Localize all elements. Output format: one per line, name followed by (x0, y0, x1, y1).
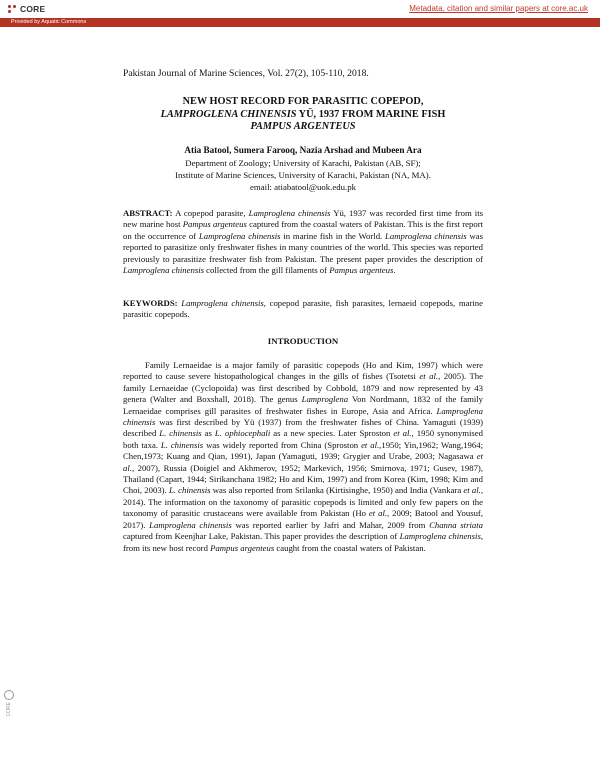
intro-text: , 1950 synonymised both taxa. (123, 428, 483, 450)
core-side-text: CORE (6, 702, 12, 717)
title-species: LAMPROGLENA CHINENSIS (160, 108, 297, 120)
core-side-watermark (4, 690, 14, 730)
species-name: Lamproglena chinensis (198, 230, 281, 241)
core-logo-text: CORE (20, 4, 46, 14)
abstract-text: captured from the coastal waters of Pakistan. This is the first report on the occurrence of (123, 219, 483, 241)
intro-text: as a new species. Later Sproston (270, 428, 394, 439)
et-al: et al. (419, 371, 439, 382)
intro-text: was widely reported from China (Sproston (203, 439, 362, 450)
abstract-text: was reported to parasitize only freshwater fishes in many countries of the world. This species was reported previously to parasitize freshwater fish from Pakistan. The present paper provides the description of (123, 230, 484, 264)
core-logo-icon (8, 5, 17, 14)
species-name: Channa striata (429, 519, 483, 530)
keywords (123, 298, 483, 321)
species-name: Lamproglena chinensis (181, 298, 264, 308)
section-heading-introduction: INTRODUCTION (267, 336, 339, 346)
title-line-1: NEW HOST RECORD FOR PARASITIC COPEPOD, (182, 96, 424, 107)
et-al: et al. (463, 485, 481, 496)
keywords-text: , copepod parasite, fish parasites, lernaeid copepods, marine parasitic copepods. (123, 298, 484, 320)
affiliation-line-1: Department of Zoology; University of Karachi, Pakistan (AB, SF); (185, 158, 421, 168)
species-name: Lamproglena chinensis (248, 208, 331, 218)
intro-text: was reported earlier by Jafri and Mahar, 2009 from (231, 519, 430, 530)
intro-text: was also reported from Srilanka (Kirtisinghe, 1950) and India (Vankara (210, 485, 464, 496)
intro-text: , from its new host record (123, 531, 483, 553)
affiliation-line-2: Institute of Marine Sciences, University of Karachi, Pakistan (NA, MA). (175, 170, 431, 180)
et-al: et al. (361, 439, 380, 450)
core-header (0, 0, 600, 18)
core-logo[interactable] (8, 3, 45, 15)
abstract (123, 208, 483, 276)
abstract-text: Yü, 1937 was recorded first time from its new marine host (123, 208, 483, 230)
species-name: L. chinensis (160, 439, 204, 450)
author-list: Atia Batool, Sumera Farooq, Nazia Arshad and Mubeen Ara (184, 145, 422, 155)
intro-text: as (201, 428, 215, 439)
intro-text: was first described by Yü (1937) from the freshwater fishes of China. Yamaguti (1939) described (123, 417, 483, 439)
genus-name: Lamproglena (301, 394, 349, 405)
intro-text: captured from Keenjhar Lake, Pakistan. This paper provides the description of (123, 531, 400, 542)
et-al: et al. (368, 508, 388, 519)
intro-text: , 2014). The information on the taxonomy of parasitic copepods is limited and only few papers on the taxonomy of parasitic crustaceans were available from Pakistan (Ho (123, 485, 483, 519)
title-line-3: PAMPUS ARGENTEUS (250, 121, 356, 133)
intro-text: Von Nordmann, 1832 of the family Lernaeidae comprises gill parasites of freshwater fishes in Europe, Asia and Africa. (123, 394, 483, 416)
abstract-text: in marine fish in the World. (280, 230, 386, 241)
species-name: Lamproglena chinensis (385, 230, 467, 241)
abstract-text: . (393, 265, 396, 276)
affiliations (123, 157, 483, 193)
species-name: Lamproglena chinensis (123, 265, 204, 276)
abstract-text: A copepod parasite, (172, 208, 249, 218)
abstract-text: collected from the gill filaments of (204, 265, 330, 276)
species-name: Lamproglena chinensis (399, 531, 481, 542)
species-name: Pampus argenteus (210, 542, 275, 553)
species-name: Lamproglena chinensis (123, 405, 483, 428)
intro-text: , 2007), Russia (Doigiel and Akhmerov, 1952; Markevich, 1956; Smirnova, 1971; Gusev, 1987), Thailand (Capart, 1944; Sirikanchana 1982; Ho and Kim, 1997) and from Korea (Kim, 1998; Kim and Choi, 2003). (123, 462, 483, 496)
provider-bar (0, 18, 600, 27)
journal-citation: Pakistan Journal of Marine Sciences, Vol. 27(2), 105-110, 2018. (123, 68, 369, 79)
keywords-label: KEYWORDS: (123, 298, 178, 308)
species-name: Pampus argenteus (329, 265, 394, 276)
core-metadata-link[interactable]: Metadata, citation and similar papers at core.ac.uk (409, 4, 588, 13)
species-name: Pampus argenteus (182, 219, 247, 230)
core-side-icon (4, 690, 14, 700)
species-name: Lamproglena chinensis (149, 519, 232, 530)
introduction-paragraph (123, 360, 483, 554)
author-email[interactable]: email: atiabatool@uok.edu.pk (249, 182, 357, 192)
title-line-2 (123, 109, 483, 122)
paper-title (123, 96, 483, 134)
intro-text: , 2005). The family Lernaeidae (Cyclopoida) was first described by Cobbold, 1879 and now represented by 43 genera (Walter and Boxshall, 2018). The genus (123, 371, 483, 405)
intro-text: , 2009; Batool and Yousuf, 2017). (123, 508, 484, 530)
intro-text: Family Lernaeidae is a major family of parasitic copepods (Ho and Kim, 1997) which were reported to cause severe histopathological changes in the gills of fishes (Tsotetsi (123, 360, 483, 382)
provided-by-link[interactable]: Provided by Aquatic Commons (11, 19, 87, 25)
title-line-2-rest: YÜ, 1937 FROM MARINE FISH (296, 108, 446, 120)
et-al: et al. (393, 428, 412, 439)
et-al: et al. (123, 451, 483, 473)
intro-text: caught from the coastal waters of Pakistan. (274, 542, 426, 553)
intro-text: ,1950; Yin,1962; Wang,1964; Chen,1973; Kuang and Qian, 1991), Japan (Yamaguti, 1939; Grygier and Urabe, 2003; Nagasawa (123, 439, 483, 462)
species-name: L. ophiocephali (214, 428, 271, 439)
abstract-label: ABSTRACT: (123, 208, 173, 218)
species-name: L. chinensis (159, 428, 202, 439)
species-name: L. chinensis (168, 485, 211, 496)
